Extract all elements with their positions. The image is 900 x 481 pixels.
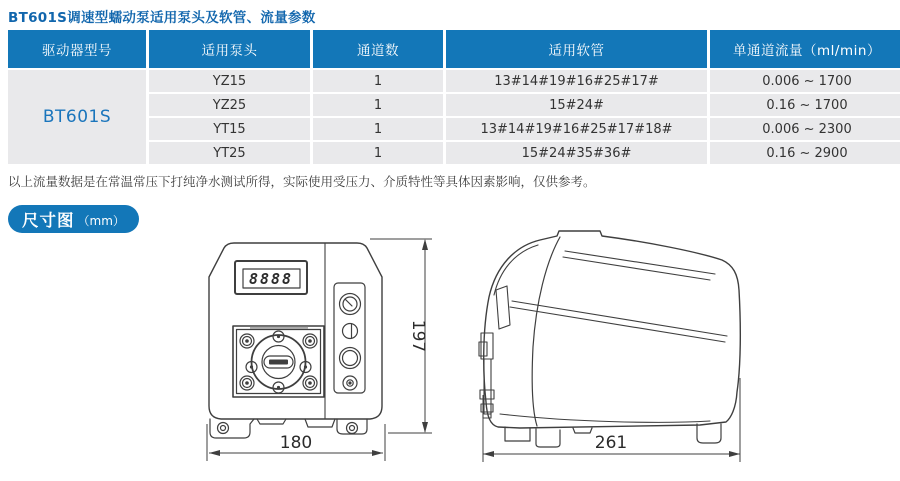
front-height-dimension-label: 197 (408, 319, 428, 353)
tubing-cell: 15#24# (446, 94, 707, 116)
tubing-cell: 15#24#35#36# (446, 142, 707, 164)
drive-shaft-flange (246, 331, 311, 393)
spec-table (8, 30, 892, 164)
front-view-dimensions (207, 239, 432, 461)
front-view-drawing (209, 243, 382, 438)
spec-table-header (8, 30, 892, 68)
channels-cell: 1 (313, 142, 443, 164)
column-header-tubing: 适用软管 (446, 30, 707, 68)
dimension-drawings (0, 230, 900, 481)
side-view-drawing (479, 231, 740, 447)
pump-head-cell: YT25 (149, 142, 310, 164)
column-header-flow: 单通道流量（ml/min） (710, 30, 900, 68)
channels-cell: 1 (313, 118, 443, 140)
tubing-cell: 13#14#19#16#25#17#18# (446, 118, 707, 140)
dimension-badge-label: 尺寸图 (22, 211, 75, 230)
tubing-cell: 13#14#19#16#25#17# (446, 70, 707, 92)
power-switch-icon (343, 324, 358, 339)
port-connector-icon (340, 348, 361, 369)
flow-cell: 0.006 ~ 1700 (710, 70, 900, 92)
flow-cell: 0.16 ~ 2900 (710, 142, 900, 164)
column-header-pump-head: 适用泵头 (149, 30, 310, 68)
channels-cell: 1 (313, 70, 443, 92)
fuse-holder-icon (343, 376, 357, 390)
pump-head-cell: YZ15 (149, 70, 310, 92)
display-readout: 8888 (248, 270, 294, 288)
flow-cell: 0.16 ~ 1700 (710, 94, 900, 116)
front-width-dimension-label: 180 (279, 433, 313, 453)
channels-cell: 1 (313, 94, 443, 116)
flow-disclaimer-note: 以上流量数据是在常温常压下打纯净水测试所得，实际使用受压力、介质特性等具体因素影响，仅供参考。 (8, 174, 596, 189)
column-header-driver-model: 驱动器型号 (8, 30, 146, 68)
pump-head-cell: YT15 (149, 118, 310, 140)
column-header-channels: 通道数 (313, 30, 443, 68)
driver-model-cell: BT601S (8, 70, 146, 164)
side-depth-dimension-label: 261 (594, 433, 628, 453)
pump-head-mount (233, 326, 324, 397)
dimension-section-badge (8, 205, 139, 233)
flow-cell: 0.006 ~ 2300 (710, 118, 900, 140)
page-title: BT601S调速型蠕动泵适用泵头及软管、流量参数 (8, 10, 316, 26)
spec-table-body (8, 70, 892, 164)
pump-head-cell: YZ25 (149, 94, 310, 116)
speed-knob-icon (340, 294, 361, 315)
control-panel (334, 283, 365, 393)
dimension-badge-unit: （mm） (77, 213, 125, 228)
